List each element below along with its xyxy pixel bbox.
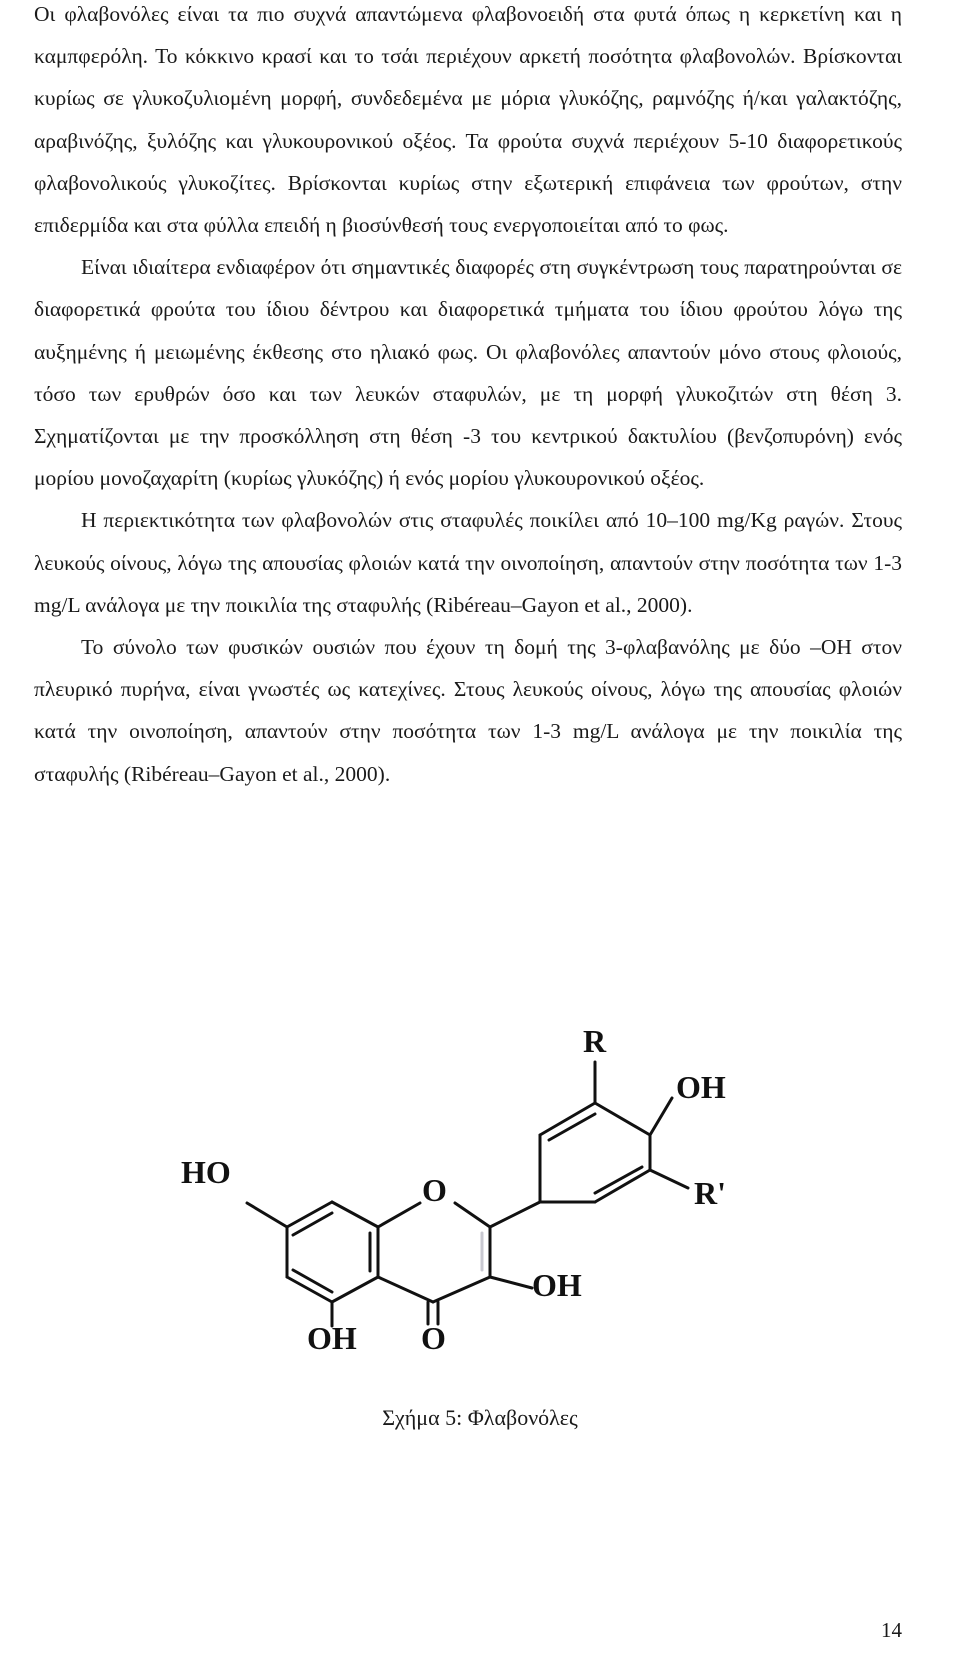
ho-left-label: HO xyxy=(181,1154,231,1190)
carbonyl-oxygen-label: O xyxy=(421,1320,446,1356)
body-text xyxy=(34,0,902,795)
molecule-bonds xyxy=(247,1062,688,1326)
oh-bottom-label: OH xyxy=(307,1320,357,1356)
paragraph-2: Είναι ιδιαίτερα ενδιαφέρον ότι σημαντικές διαφορές στη συγκέντρωση τους παρατηρούνται σε διαφορετικά φρούτα του ίδιου δέντρου και διαφορετικά τμήματα του ίδιου φρούτου λόγω της αυξημένης ή μειωμένης έκθεσης στο ηλιακό φως. Οι φλαβονόλες απαντούν μόνο στους φλοιούς, τόσο των ερυθρών όσο και των λευκών σταφυλών, με τη μορφή γλυκοζιτών στη θέση 3. Σχηματίζονται με την προσκόλληση στη θέση -3 του κεντρικού δακτυλίου (βενζοπυρόνη) ενός μορίου μονοζαχαρίτη (κυρίως γλυκόζης) ή ενός μορίου γλυκουρονικού οξέος. xyxy=(34,255,902,491)
flavonol-structure-figure xyxy=(150,1010,770,1370)
r-prime-label: R' xyxy=(694,1175,726,1211)
r-label: R xyxy=(583,1023,607,1059)
paragraph-3: Η περιεκτικότητα των φλαβονολών στις σταφυλές ποικίλει από 10–100 mg/Kg ραγών. Στους λευκούς οίνους, λόγω της απουσίας φλοιών κατά την οινοποίηση, απαντούν στην ποσότητα των 1-3 mg/L ανάλογα με την ποικιλία της σταφυλής (Ribéreau–Gayon et al., 2000). xyxy=(34,508,902,617)
ring-oxygen-label: O xyxy=(422,1172,447,1208)
oh-right-label: OH xyxy=(532,1267,582,1303)
paragraph-4: Το σύνολο των φυσικών ουσιών που έχουν τη δομή της 3-φλαβανόλης με δύο –OH στον πλευρικό πυρήνα, είναι γνωστές ως κατεχίνες. Στους λευκούς οίνους, λόγω της απουσίας φλοιών κατά την οινοποίηση, απαντούν στην ποσότητα των 1-3 mg/L ανάλογα με την ποικιλία της σταφυλής (Ribéreau–Gayon et al., 2000). xyxy=(34,635,902,786)
paragraph-1: Οι φλαβονόλες είναι τα πιο συχνά απαντώμενα φλαβονοειδή στα φυτά όπως η κερκετίνη και η καμπφερόλη. Το κόκκινο κρασί και το τσάι περιέχουν αρκετή ποσότητα φλαβονολών. Βρίσκονται κυρίως σε γλυκοζυλιομένη μορφή, συνδεδεμένα με μόρια γλυκόζης, ραμνόζης ή/και γαλακτόζης, αραβινόζης, ξυλόζης και γλυκουρονικού οξέος. Τα φρούτα συχνά περιέχουν 5-10 διαφορετικούς φλαβονολικούς γλυκοζίτες. Βρίσκονται κυρίως στην εξωτερική επιφάνεια των φρούτων, στην επιδερμίδα και στα φύλλα επειδή η βιοσύνθεσή τους ενεργοποιείται από το φως. xyxy=(34,2,902,238)
figure-caption: Σχήμα 5: Φλαβονόλες xyxy=(382,1405,578,1430)
oh-top-label: OH xyxy=(676,1069,726,1105)
flavonol-structure-diagram xyxy=(150,1010,770,1370)
page-number: 14 xyxy=(881,1618,902,1642)
